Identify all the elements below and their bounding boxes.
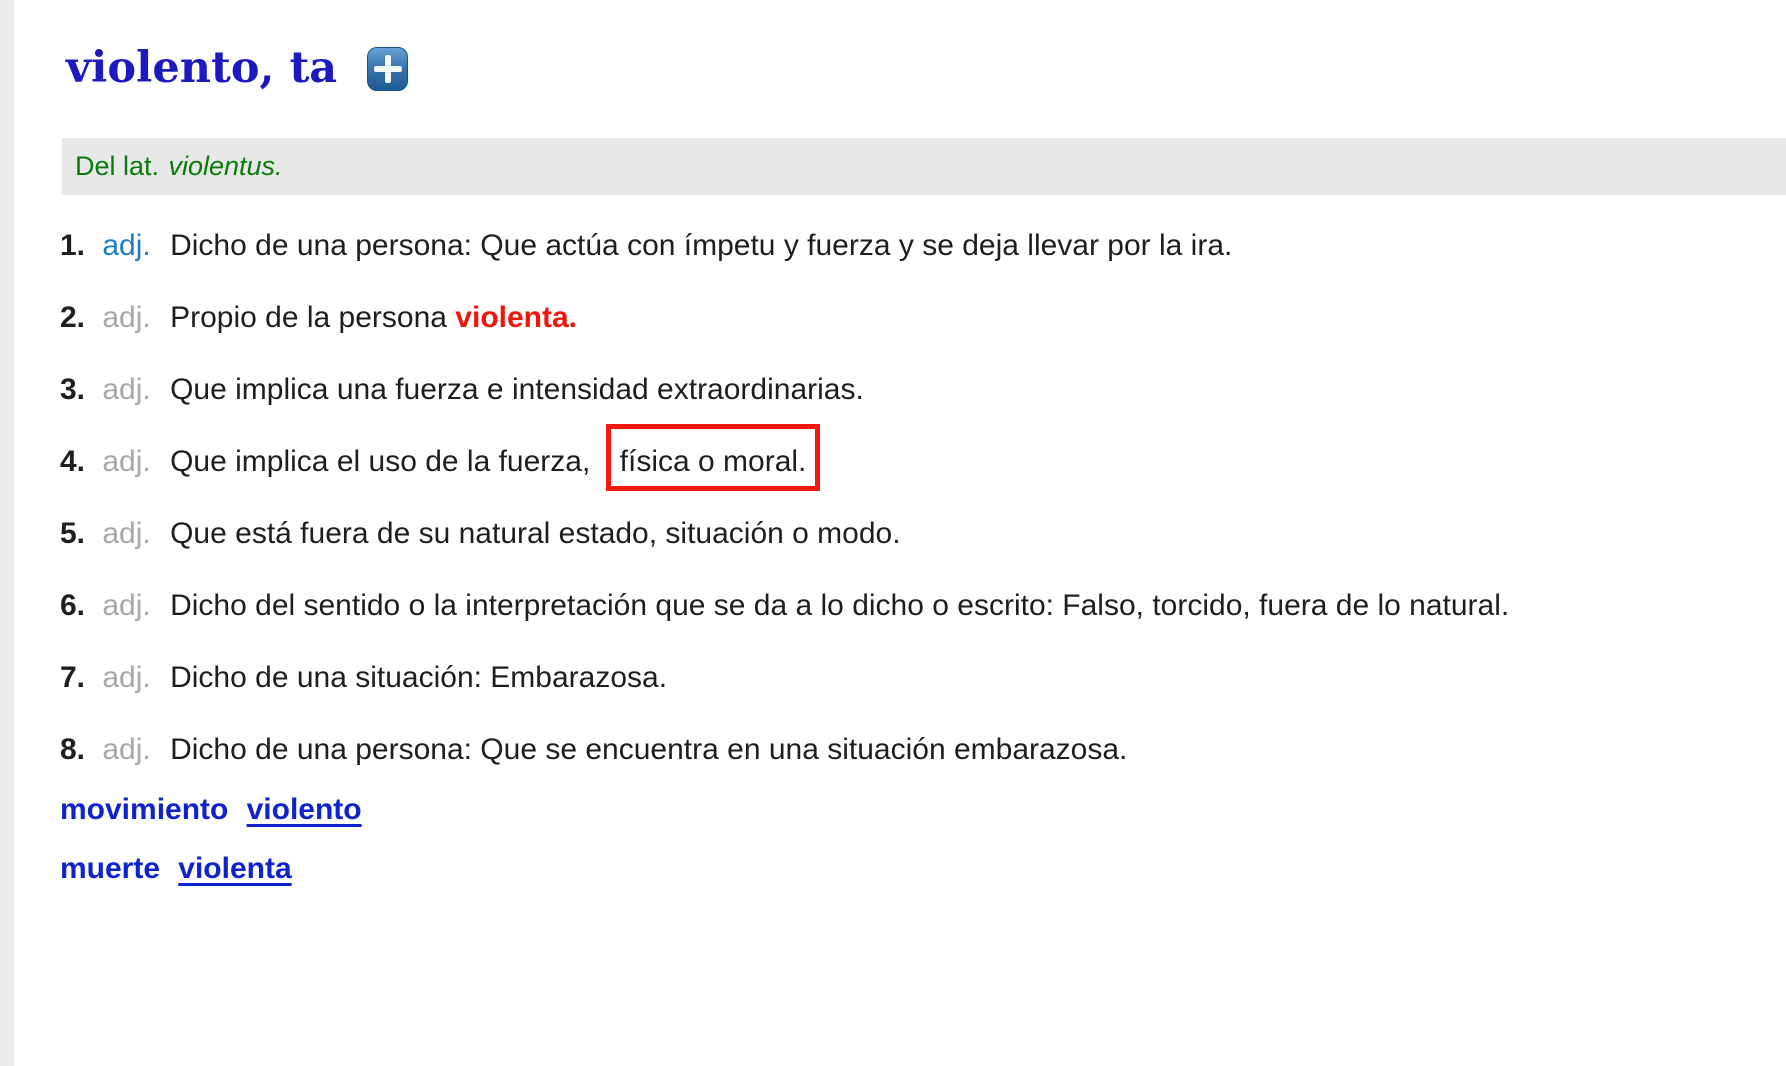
highlight-annotation-box: física o moral. <box>606 424 821 491</box>
cross-reference-word: violenta. <box>455 301 577 335</box>
definition-4 <box>60 440 1744 483</box>
definition-8 <box>60 728 1744 771</box>
headword-title: violento, ta <box>66 43 338 93</box>
definition-number: 7. <box>60 661 86 695</box>
pos-tag-adj[interactable]: adj. <box>102 733 151 767</box>
pos-tag-adj[interactable]: adj. <box>102 661 151 695</box>
plus-icon <box>374 66 402 72</box>
add-to-list-button[interactable] <box>367 47 408 91</box>
definition-7 <box>60 656 1744 699</box>
definition-text: Dicho de una persona: Que actúa con ímpetu y fuerza y se deja llevar por la ira. <box>170 229 1233 263</box>
complex-form-muerte-violenta[interactable] <box>60 847 1744 890</box>
definition-text: Que está fuera de su natural estado, situación o modo. <box>170 517 901 551</box>
definition-number: 2. <box>60 301 86 335</box>
definition-6 <box>60 584 1744 627</box>
definition-text: Dicho del sentido o la interpretación que se da a lo dicho o escrito: Falso, torcido, fuera de lo natural. <box>170 589 1510 623</box>
definition-number: 5. <box>60 517 86 551</box>
definition-3 <box>60 368 1744 411</box>
etymology-prefix: Del lat. <box>75 151 160 182</box>
definition-text: Que implica una fuerza e intensidad extraordinarias. <box>170 373 864 407</box>
definition-2 <box>60 296 1744 339</box>
dictionary-entry <box>60 45 1786 890</box>
definition-number: 1. <box>60 229 86 263</box>
complex-form-movimiento-violento[interactable] <box>60 788 1744 831</box>
definitions-list <box>60 224 1744 890</box>
complex-form-link[interactable]: violenta <box>178 852 292 886</box>
complex-form-plain-word: muerte <box>60 852 161 886</box>
pos-tag-adj[interactable]: adj. <box>102 517 151 551</box>
pos-tag-adj[interactable]: adj. <box>102 589 151 623</box>
pos-tag-adj[interactable]: adj. <box>102 445 151 479</box>
definition-text: Propio de la persona <box>170 301 456 335</box>
definition-5 <box>60 512 1744 555</box>
definition-text: Dicho de una persona: Que se encuentra en una situación embarazosa. <box>170 733 1128 767</box>
definition-text: Dicho de una situación: Embarazosa. <box>170 661 668 695</box>
complex-form-link[interactable]: violento <box>246 793 362 827</box>
left-gutter <box>0 0 14 1066</box>
definition-number: 6. <box>60 589 86 623</box>
headword-row <box>60 45 1786 92</box>
complex-form-plain-word: movimiento <box>60 793 229 827</box>
pos-tag-adj[interactable]: adj. <box>102 229 151 263</box>
definition-number: 3. <box>60 373 86 407</box>
etymology-latin-word: violentus. <box>168 151 283 182</box>
complex-forms <box>60 788 1744 890</box>
pos-tag-adj[interactable]: adj. <box>102 301 151 335</box>
pos-tag-adj[interactable]: adj. <box>102 373 151 407</box>
definition-number: 8. <box>60 733 86 767</box>
definition-1 <box>60 224 1744 267</box>
etymology-bar <box>62 138 1786 195</box>
definition-number: 4. <box>60 445 86 479</box>
definition-text: Que implica el uso de la fuerza, <box>170 445 591 479</box>
